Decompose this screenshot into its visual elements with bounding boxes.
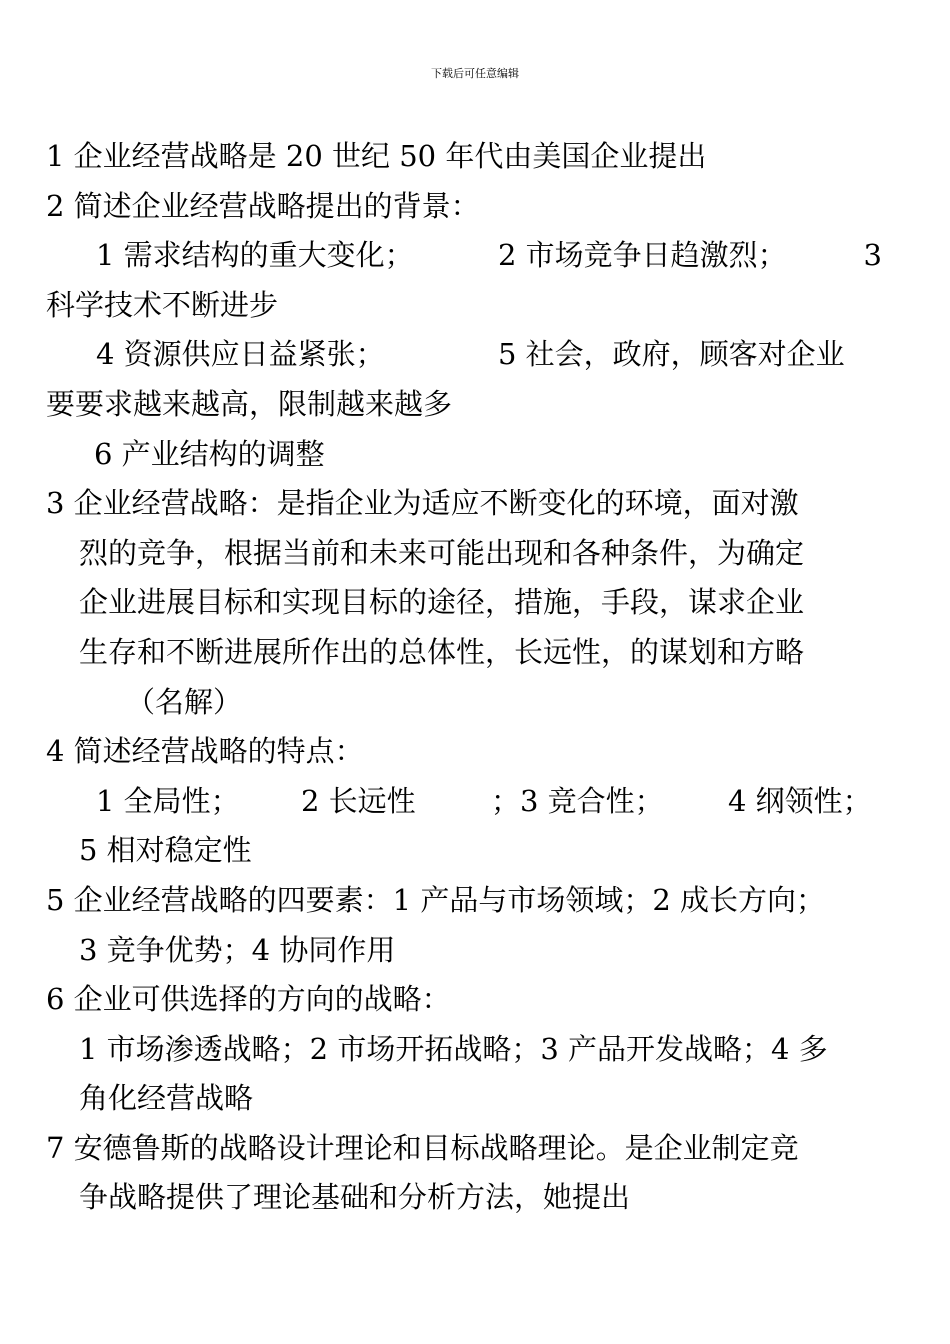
- feature-item-2: 2 长远性: [301, 783, 416, 818]
- text-line-6: 要要求越来越高，限制越来越多: [46, 386, 453, 421]
- text-line-15: 5 相对稳定性: [79, 833, 252, 868]
- text-line-3: [46, 231, 882, 281]
- text-line-9: 烈的竞争，根据当前和未来可能出现和各种条件，为确定: [79, 535, 805, 570]
- background-item-3-number: 3: [863, 238, 882, 273]
- text-line-20: 角化经营战略: [79, 1081, 254, 1116]
- text-line-7: 6 产业结构的调整: [94, 436, 325, 471]
- text-line-4: 科学技术不断进步: [46, 287, 279, 322]
- text-line-8: 3 企业经营战略：是指企业为适应不断变化的环境，面对激: [46, 486, 799, 521]
- document-body: [46, 132, 882, 1223]
- text-line-16: 5 企业经营战略的四要素：1 产品与市场领域；2 成长方向；: [46, 882, 826, 917]
- text-line-11: 生存和不断进展所作出的总体性，长远性，的谋划和方略: [79, 634, 805, 669]
- background-item-1: 1 需求结构的重大变化；: [96, 238, 414, 273]
- text-line-1: 1 企业经营战略是 20 世纪 50 年代由美国企业提出: [46, 139, 707, 173]
- feature-item-4: 4 纲领性；: [728, 783, 872, 818]
- text-line-10: 企业进展目标和实现目标的途径，措施，手段，谋求企业: [79, 585, 805, 620]
- text-line-2: 2 简述企业经营战略提出的背景：: [46, 188, 480, 223]
- text-line-12: （名解）: [126, 684, 243, 719]
- text-line-18: 6 企业可供选择的方向的战略：: [46, 982, 451, 1017]
- background-item-2: 2 市场竞争日趋激烈；: [498, 238, 787, 273]
- feature-item-3: ；3 竞合性；: [491, 783, 664, 818]
- text-line-13: 4 简述经营战略的特点：: [46, 734, 364, 769]
- text-line-5: [46, 330, 882, 380]
- background-item-5: 5 社会，政府，顾客对企业: [498, 337, 845, 372]
- text-line-19: 1 市场渗透战略；2 市场开拓战略；3 产品开发战略；4 多: [79, 1031, 828, 1066]
- background-item-4: 4 资源供应日益紧张；: [96, 337, 385, 372]
- text-line-14: [46, 777, 882, 827]
- text-line-22: 争战略提供了理论基础和分析方法，她提出: [79, 1180, 631, 1215]
- text-line-21: 7 安德鲁斯的战略设计理论和目标战略理论。是企业制定竞: [46, 1130, 799, 1165]
- page-header-note: 下载后可任意编辑: [431, 67, 519, 80]
- feature-item-1: 1 全局性；: [96, 783, 240, 818]
- text-line-17: 3 竞争优势；4 协同作用: [79, 932, 396, 967]
